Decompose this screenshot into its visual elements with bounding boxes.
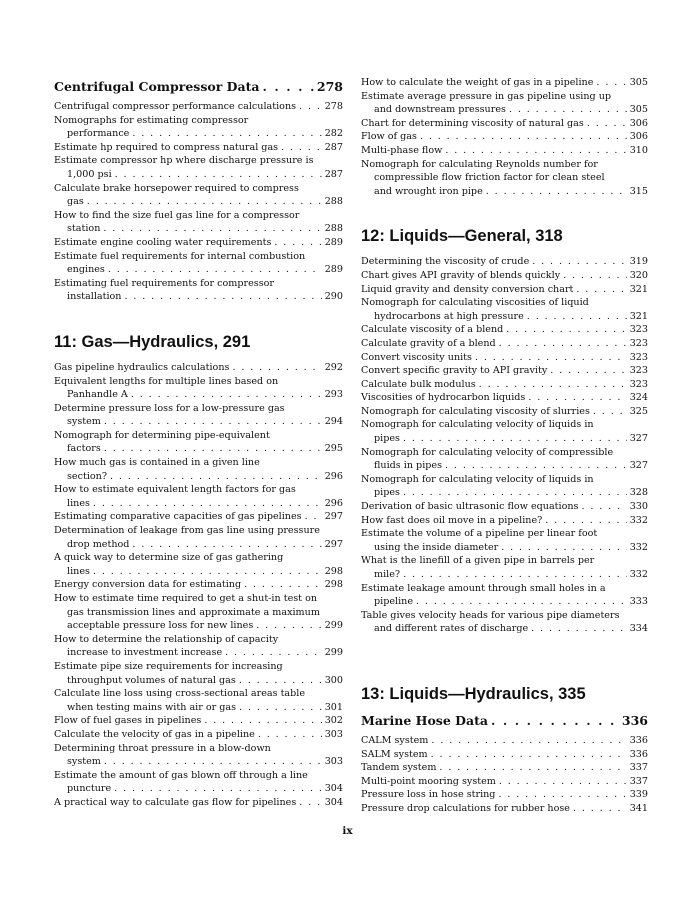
dot-leader bbox=[486, 185, 627, 199]
dot-leader bbox=[403, 568, 627, 582]
toc-entry-title-line: pipes bbox=[374, 433, 400, 445]
toc-entry-title-line: Tandem system bbox=[361, 762, 437, 774]
toc-entry[interactable] bbox=[54, 483, 343, 510]
dot-leader bbox=[132, 538, 321, 552]
toc-entry[interactable] bbox=[361, 351, 648, 365]
toc-entry-page: 323 bbox=[629, 365, 648, 377]
toc-entry-page: 341 bbox=[629, 802, 648, 814]
dot-leader bbox=[479, 378, 627, 392]
toc-entry-page: 289 bbox=[324, 264, 343, 276]
dot-leader bbox=[239, 674, 322, 688]
toc-entry[interactable] bbox=[361, 296, 648, 323]
toc-entry-title-line: Multi-point mooring system bbox=[361, 775, 496, 787]
toc-entry-title-line: Flow of gas bbox=[361, 131, 417, 143]
toc-entry[interactable] bbox=[361, 144, 648, 158]
toc-entry-title-line: Nomograph for calculating velocity of compressible bbox=[361, 446, 614, 458]
toc-entry-title-line: engines bbox=[67, 264, 105, 276]
dot-leader bbox=[498, 788, 626, 802]
toc-entry-title-line: Estimate pipe size requirements for increasing bbox=[54, 660, 283, 672]
toc-entry[interactable] bbox=[361, 802, 648, 816]
toc-entry-page: 297 bbox=[324, 538, 343, 550]
toc-entry-title-line: fluids in pipes bbox=[374, 460, 443, 472]
toc-entry-page: 336 bbox=[629, 748, 648, 760]
toc-entry-title-line: How much gas is contained in a given line bbox=[54, 457, 260, 469]
toc-entry[interactable] bbox=[54, 728, 343, 742]
toc-entry[interactable] bbox=[361, 761, 648, 775]
toc-entry-page: 288 bbox=[324, 196, 343, 208]
toc-entry-title-line: Calculate the velocity of gas in a pipeline bbox=[54, 728, 255, 740]
toc-entry-title-line: Estimate leakage amount through small holes in a bbox=[361, 582, 606, 594]
toc-entry[interactable] bbox=[54, 100, 343, 114]
toc-chapter12-list bbox=[361, 255, 648, 636]
toc-entry[interactable] bbox=[361, 378, 648, 392]
toc-entry[interactable] bbox=[361, 405, 648, 419]
toc-entry-title-line: Estimating fuel requirements for compressor bbox=[54, 277, 275, 289]
toc-entry[interactable] bbox=[361, 527, 648, 554]
dot-leader bbox=[256, 619, 321, 633]
toc-entry[interactable] bbox=[54, 141, 343, 155]
toc-entry-title-line: Equivalent lengths for multiple lines based on bbox=[54, 375, 279, 387]
toc-entry-page: 323 bbox=[629, 378, 648, 390]
toc-entry-title-line: Calculate viscosity of a blend bbox=[361, 324, 504, 336]
toc-entry-title-line: Calculate bulk modulus bbox=[361, 378, 476, 390]
toc-entry-title-line: using the inside diameter bbox=[374, 541, 499, 553]
toc-entry-page: 336 bbox=[629, 734, 648, 746]
toc-entry[interactable] bbox=[54, 510, 343, 524]
toc-entry-title-line: Chart gives API gravity of blends quickly bbox=[361, 269, 561, 281]
chapter-heading-12[interactable]: 12: Liquids—General, 318 bbox=[361, 227, 563, 246]
toc-entry[interactable] bbox=[361, 748, 648, 762]
toc-entry-page: 288 bbox=[324, 223, 343, 235]
toc-entry-page: 315 bbox=[629, 185, 648, 197]
toc-entry-title-line: throughput volumes of natural gas bbox=[67, 674, 236, 686]
toc-entry[interactable] bbox=[361, 158, 648, 199]
dot-leader bbox=[445, 459, 627, 473]
toc-entry-title-line: Convert viscosity units bbox=[361, 351, 472, 363]
toc-entry-title-line: Determination of leakage from gas line using pressure bbox=[54, 525, 320, 537]
toc-entry[interactable] bbox=[54, 633, 343, 660]
toc-entry[interactable] bbox=[361, 130, 648, 144]
toc-entry-page: 298 bbox=[324, 565, 343, 577]
toc-entry-page: 332 bbox=[629, 569, 648, 580]
toc-entry[interactable] bbox=[54, 592, 343, 633]
toc-entry-title-line: increase to investment increase bbox=[67, 647, 223, 659]
toc-entry-title-line: Pressure drop calculations for rubber hose bbox=[361, 802, 570, 814]
toc-entry[interactable] bbox=[361, 446, 648, 473]
toc-entry[interactable] bbox=[361, 734, 648, 748]
toc-entry-title-line: Liquid gravity and density conversion chart bbox=[361, 283, 574, 295]
toc-entry-page: 289 bbox=[324, 236, 343, 248]
toc-entry-page: 293 bbox=[324, 389, 343, 401]
dot-leader bbox=[93, 565, 322, 579]
dot-leader bbox=[545, 514, 626, 528]
toc-entry[interactable] bbox=[54, 456, 343, 483]
toc-entry-page: 339 bbox=[629, 789, 648, 801]
toc-entry-title-line: Estimate the volume of a pipeline per linear foot bbox=[361, 528, 598, 540]
dot-leader bbox=[445, 144, 626, 158]
toc-entry-title-line: Nomograph for calculating viscosities of liquid bbox=[361, 297, 589, 309]
dot-leader bbox=[499, 775, 627, 789]
dot-leader bbox=[593, 405, 627, 419]
toc-entry[interactable] bbox=[54, 551, 343, 578]
toc-entry-page: 320 bbox=[629, 269, 648, 281]
dot-leader bbox=[115, 168, 322, 182]
dot-leader bbox=[225, 646, 322, 660]
toc-entry[interactable] bbox=[361, 283, 648, 297]
dot-leader bbox=[204, 714, 321, 728]
dot-leader bbox=[274, 236, 321, 250]
toc-entry[interactable] bbox=[361, 418, 648, 445]
dot-leader bbox=[299, 796, 321, 810]
toc-entry-title-line: A quick way to determine size of gas gathering bbox=[54, 552, 284, 564]
toc-entry[interactable] bbox=[361, 269, 648, 283]
dot-leader bbox=[403, 432, 627, 446]
toc-entry-title-line: system bbox=[67, 756, 101, 768]
dot-leader bbox=[258, 728, 322, 742]
toc-entry-title-line: Calculate gravity of a blend bbox=[361, 337, 496, 349]
toc-entry[interactable] bbox=[361, 775, 648, 789]
toc-entry-title-line: gas bbox=[67, 196, 84, 208]
dot-leader bbox=[509, 103, 627, 117]
toc-entry-page: 319 bbox=[629, 256, 648, 268]
toc-entry-title-line: compressible flow friction factor for clean steel bbox=[374, 172, 605, 184]
toc-entry-title-line: Estimate fuel requirements for internal combustion bbox=[54, 250, 306, 262]
toc-entry-page: 298 bbox=[324, 579, 343, 591]
dot-leader bbox=[87, 195, 322, 209]
toc-right-column bbox=[361, 76, 648, 816]
toc-entry-page: 290 bbox=[324, 291, 343, 303]
dot-leader bbox=[431, 748, 627, 762]
toc-entry-title-line: Multi-phase flow bbox=[361, 144, 443, 156]
toc-subheading-compressor[interactable]: Centrifugal Compressor Data . . . 278 bbox=[54, 79, 343, 95]
toc-entry[interactable] bbox=[54, 250, 343, 277]
toc-entry-page: 302 bbox=[324, 715, 343, 727]
toc-entry[interactable] bbox=[54, 277, 343, 304]
toc-entry-title-line: factors bbox=[67, 443, 101, 455]
toc-entry-title-line: pipeline bbox=[374, 596, 414, 608]
dot-leader bbox=[506, 323, 626, 337]
toc-entry-page: 305 bbox=[629, 104, 648, 116]
toc-entry-title-line: Nomograph for calculating velocity of liquids in bbox=[361, 473, 594, 485]
toc-entry[interactable] bbox=[54, 578, 343, 592]
toc-entry[interactable] bbox=[54, 660, 343, 687]
toc-entry[interactable] bbox=[361, 337, 648, 351]
toc-entry-title-line: puncture bbox=[67, 783, 112, 795]
toc-entry-page: 292 bbox=[324, 361, 343, 373]
toc-entry[interactable] bbox=[361, 473, 648, 500]
dot-leader bbox=[420, 130, 627, 144]
dot-leader bbox=[299, 100, 322, 114]
toc-entry-title-line: performance bbox=[67, 128, 130, 140]
dot-leader bbox=[281, 141, 322, 155]
toc-entry-title-line: Flow of fuel gases in pipelines bbox=[54, 715, 202, 727]
toc-entry-page: 296 bbox=[324, 497, 343, 509]
toc-entry[interactable] bbox=[54, 742, 343, 769]
toc-entry-page: 323 bbox=[629, 324, 648, 336]
toc-entry-title-line: Determine pressure loss for a low-pressure gas bbox=[54, 402, 285, 414]
toc-entry-page: 328 bbox=[629, 487, 648, 499]
toc-compressor-list bbox=[54, 100, 343, 304]
toc-entry[interactable] bbox=[361, 391, 648, 405]
toc-entry-title-line: Calculate brake horsepower required to compress bbox=[54, 182, 299, 194]
toc-entry-title-line: system bbox=[67, 416, 101, 428]
toc-entry-page: 330 bbox=[629, 501, 648, 513]
toc-entry-title-line: Estimate compressor hp where discharge pressure is bbox=[54, 155, 314, 167]
dot-leader bbox=[475, 351, 627, 365]
toc-entry[interactable] bbox=[54, 182, 343, 209]
toc-entry[interactable] bbox=[54, 687, 343, 714]
toc-entry-page: 278 bbox=[324, 101, 343, 112]
toc-entry-title-line: Nomograph for calculating Reynolds number for bbox=[361, 158, 598, 170]
dot-leader bbox=[431, 734, 626, 748]
toc-entry-title-line: hydrocarbons at high pressure bbox=[374, 310, 524, 322]
toc-entry[interactable] bbox=[54, 375, 343, 402]
toc-entry[interactable] bbox=[54, 714, 343, 728]
toc-entry[interactable] bbox=[361, 500, 648, 514]
toc-entry[interactable] bbox=[54, 209, 343, 236]
dot-leader bbox=[124, 290, 321, 304]
dot-leader bbox=[416, 595, 627, 609]
toc-entry-title-line: acceptable pressure loss for new lines bbox=[67, 620, 254, 632]
toc-entry-title-line: How to calculate the weight of gas in a pipeline bbox=[361, 77, 594, 88]
toc-entry-title-line: 1,000 psi bbox=[67, 168, 112, 180]
toc-entry-title-line: Convert specific gravity to API gravity bbox=[361, 365, 548, 377]
toc-entry-page: 337 bbox=[629, 775, 648, 787]
toc-entry-page: 337 bbox=[629, 762, 648, 774]
toc-entry[interactable] bbox=[54, 236, 343, 250]
dot-leader bbox=[232, 361, 321, 375]
toc-entry-page: 323 bbox=[629, 337, 648, 349]
toc-entry[interactable] bbox=[54, 429, 343, 456]
dot-leader bbox=[587, 117, 627, 131]
toc-entry-title-line: Estimating comparative capacities of gas pipelines bbox=[54, 511, 302, 523]
toc-entry-page: 300 bbox=[324, 674, 343, 686]
toc-subheading-marine-hose[interactable]: Marine Hose Data . . . 336 bbox=[361, 713, 648, 729]
dot-leader bbox=[244, 578, 322, 592]
toc-entry-page: 301 bbox=[324, 701, 343, 713]
toc-entry-title-line: Viscosities of hydrocarbon liquids bbox=[361, 392, 526, 404]
toc-entry-title-line: installation bbox=[67, 291, 122, 303]
toc-entry-page: 334 bbox=[629, 623, 648, 635]
dot-leader bbox=[501, 541, 626, 555]
toc-entry[interactable] bbox=[361, 788, 648, 802]
toc-entry-title-line: mile? bbox=[374, 569, 401, 580]
dot-leader bbox=[103, 222, 321, 236]
toc-entry-page: 327 bbox=[629, 460, 648, 472]
toc-entry[interactable] bbox=[361, 364, 648, 378]
toc-chapter11-continued-list bbox=[361, 76, 648, 198]
dot-leader bbox=[581, 500, 626, 514]
dot-leader bbox=[114, 782, 322, 796]
toc-entry-title-line: Estimate the amount of gas blown off through a line bbox=[54, 769, 308, 781]
toc-entry-title-line: SALM system bbox=[361, 748, 428, 760]
toc-entry-page: 295 bbox=[324, 443, 343, 455]
toc-entry-page: 304 bbox=[324, 796, 343, 808]
toc-entry-title-line: lines bbox=[67, 497, 90, 509]
toc-entry-title-line: Pressure loss in hose string bbox=[361, 789, 496, 801]
dot-leader bbox=[108, 263, 322, 277]
toc-entry-page: 297 bbox=[324, 511, 343, 523]
toc-chapter11-list bbox=[54, 361, 343, 810]
toc-entry-title-line: Nomograph for determining pipe-equivalent bbox=[54, 429, 270, 441]
dot-leader bbox=[131, 388, 322, 402]
toc-entry-page: 323 bbox=[629, 351, 648, 363]
toc-entry-title-line: Nomographs for estimating compressor bbox=[54, 114, 249, 126]
toc-entry[interactable] bbox=[361, 514, 648, 528]
toc-entry-page: 306 bbox=[629, 117, 648, 129]
dot-leader bbox=[104, 415, 322, 429]
toc-entry-title-line: How to estimate equivalent length factors for gas bbox=[54, 484, 296, 496]
dot-leader bbox=[528, 391, 626, 405]
toc-entry-title-line: and downstream pressures bbox=[374, 104, 506, 116]
chapter-heading-11[interactable]: 11: Gas—Hydraulics, 291 bbox=[54, 332, 251, 351]
dot-leader bbox=[499, 337, 627, 351]
page-number: ix bbox=[342, 825, 353, 837]
toc-entry-title-line: CALM system bbox=[361, 734, 429, 746]
toc-entry-page: 305 bbox=[629, 77, 648, 88]
dot-leader bbox=[596, 76, 626, 90]
dot-leader bbox=[239, 701, 322, 715]
toc-entry-page: 287 bbox=[324, 141, 343, 153]
dot-leader bbox=[550, 364, 626, 378]
toc-entry-page: 304 bbox=[324, 783, 343, 795]
toc-entry-page: 327 bbox=[629, 433, 648, 445]
toc-entry-page: 303 bbox=[324, 756, 343, 768]
toc-entry[interactable] bbox=[361, 90, 648, 117]
toc-marine-hose-list bbox=[361, 734, 648, 816]
toc-entry-title-line: Gas pipeline hydraulics calculations bbox=[54, 361, 230, 373]
toc-entry[interactable] bbox=[361, 117, 648, 131]
toc-entry-title-line: Centrifugal compressor performance calculations bbox=[54, 101, 297, 112]
toc-entry-page: 333 bbox=[629, 596, 648, 608]
toc-entry-page: 306 bbox=[629, 131, 648, 143]
toc-entry-title-line: Determining throat pressure in a blow-down bbox=[54, 742, 271, 754]
chapter-heading-13[interactable]: 13: Liquids—Hydraulics, 335 bbox=[361, 684, 586, 703]
dot-leader bbox=[532, 255, 626, 269]
dot-leader bbox=[576, 283, 626, 297]
dot-leader bbox=[527, 310, 627, 324]
dot-leader bbox=[563, 269, 627, 283]
toc-entry-page: 287 bbox=[324, 168, 343, 180]
toc-entry-title-line: What is the linefill of a given pipe in barrels per bbox=[361, 555, 595, 567]
dot-leader bbox=[132, 127, 321, 141]
toc-entry-page: 332 bbox=[629, 541, 648, 553]
toc-entry-title-line: pipes bbox=[374, 487, 400, 499]
toc-entry-page: 321 bbox=[629, 310, 648, 322]
toc-entry[interactable] bbox=[361, 323, 648, 337]
toc-entry[interactable] bbox=[54, 524, 343, 551]
toc-entry-title-line: How to find the size fuel gas line for a compressor bbox=[54, 209, 300, 221]
toc-entry-title-line: section? bbox=[67, 470, 107, 482]
toc-entry-page: 332 bbox=[629, 514, 648, 526]
toc-entry-title-line: when testing mains with air or gas bbox=[67, 701, 237, 713]
dot-leader bbox=[104, 755, 322, 769]
toc-entry-page: 299 bbox=[324, 620, 343, 632]
toc-entry[interactable] bbox=[361, 255, 648, 269]
toc-entry-page: 310 bbox=[629, 144, 648, 156]
toc-entry-title-line: Calculate line loss using cross-sectional areas table bbox=[54, 688, 306, 700]
dot-leader bbox=[305, 510, 322, 524]
toc-entry-page: 324 bbox=[629, 392, 648, 404]
toc-entry-title-line: Derivation of basic ultrasonic flow equations bbox=[361, 501, 579, 513]
dot-leader bbox=[104, 442, 322, 456]
toc-entry-title-line: Panhandle A bbox=[67, 389, 128, 401]
toc-entry-title-line: Estimate average pressure in gas pipeline using up bbox=[361, 90, 612, 102]
toc-entry-title-line: Nomograph for calculating velocity of liquids in bbox=[361, 419, 594, 431]
toc-entry-title-line: How to estimate time required to get a shut-in test on bbox=[54, 593, 318, 604]
toc-entry-page: 325 bbox=[629, 405, 648, 417]
toc-entry-page: 299 bbox=[324, 647, 343, 659]
toc-entry-page: 303 bbox=[324, 728, 343, 740]
toc-left-column bbox=[54, 76, 343, 810]
toc-entry[interactable] bbox=[361, 76, 648, 90]
dot-leader bbox=[110, 470, 322, 484]
dot-leader bbox=[93, 497, 322, 511]
toc-entry[interactable] bbox=[54, 769, 343, 796]
toc-entry[interactable] bbox=[54, 361, 343, 375]
toc-entry-page: 296 bbox=[324, 470, 343, 482]
toc-entry-title-line: and different rates of discharge bbox=[374, 623, 529, 635]
toc-entry-title-line: Nomograph for calculating viscosity of slurries bbox=[361, 405, 590, 417]
dot-leader bbox=[439, 761, 626, 775]
toc-entry-page: 321 bbox=[629, 283, 648, 295]
toc-entry-title-line: Energy conversion data for estimating bbox=[54, 579, 242, 591]
toc-entry-title-line: and wrought iron pipe bbox=[374, 185, 483, 197]
toc-entry-title-line: lines bbox=[67, 565, 90, 577]
toc-entry[interactable] bbox=[54, 796, 343, 810]
toc-entry-title-line: A practical way to calculate gas flow for pipelines bbox=[54, 796, 297, 808]
toc-entry-title-line: How to determine the relationship of capacity bbox=[54, 633, 279, 645]
toc-entry[interactable] bbox=[361, 609, 648, 636]
toc-entry[interactable] bbox=[54, 114, 343, 141]
dot-leader bbox=[573, 802, 627, 816]
toc-entry-page: 282 bbox=[324, 128, 343, 140]
toc-entry-title-line: Estimate hp required to compress natural gas bbox=[54, 141, 279, 153]
toc-entry-title-line: Determining the viscosity of crude bbox=[361, 256, 530, 268]
toc-entry[interactable] bbox=[54, 154, 343, 181]
toc-entry-title-line: gas transmission lines and approximate a maximum bbox=[67, 606, 320, 618]
dot-leader bbox=[531, 622, 627, 636]
toc-entry-title-line: station bbox=[67, 223, 101, 235]
dot-leader bbox=[403, 486, 627, 500]
toc-entry-title-line: How fast does oil move in a pipeline? bbox=[361, 514, 543, 526]
toc-entry-title-line: drop method bbox=[67, 538, 130, 550]
toc-entry-title-line: Chart for determining viscosity of natural gas bbox=[361, 117, 584, 129]
toc-entry-page: 294 bbox=[324, 416, 343, 428]
toc-entry-title-line: Estimate engine cooling water requirements bbox=[54, 236, 272, 248]
toc-entry-title-line: Table gives velocity heads for various pipe diameters bbox=[361, 609, 620, 621]
toc-entry[interactable] bbox=[361, 582, 648, 609]
toc-entry[interactable] bbox=[361, 554, 648, 581]
toc-entry[interactable] bbox=[54, 402, 343, 429]
